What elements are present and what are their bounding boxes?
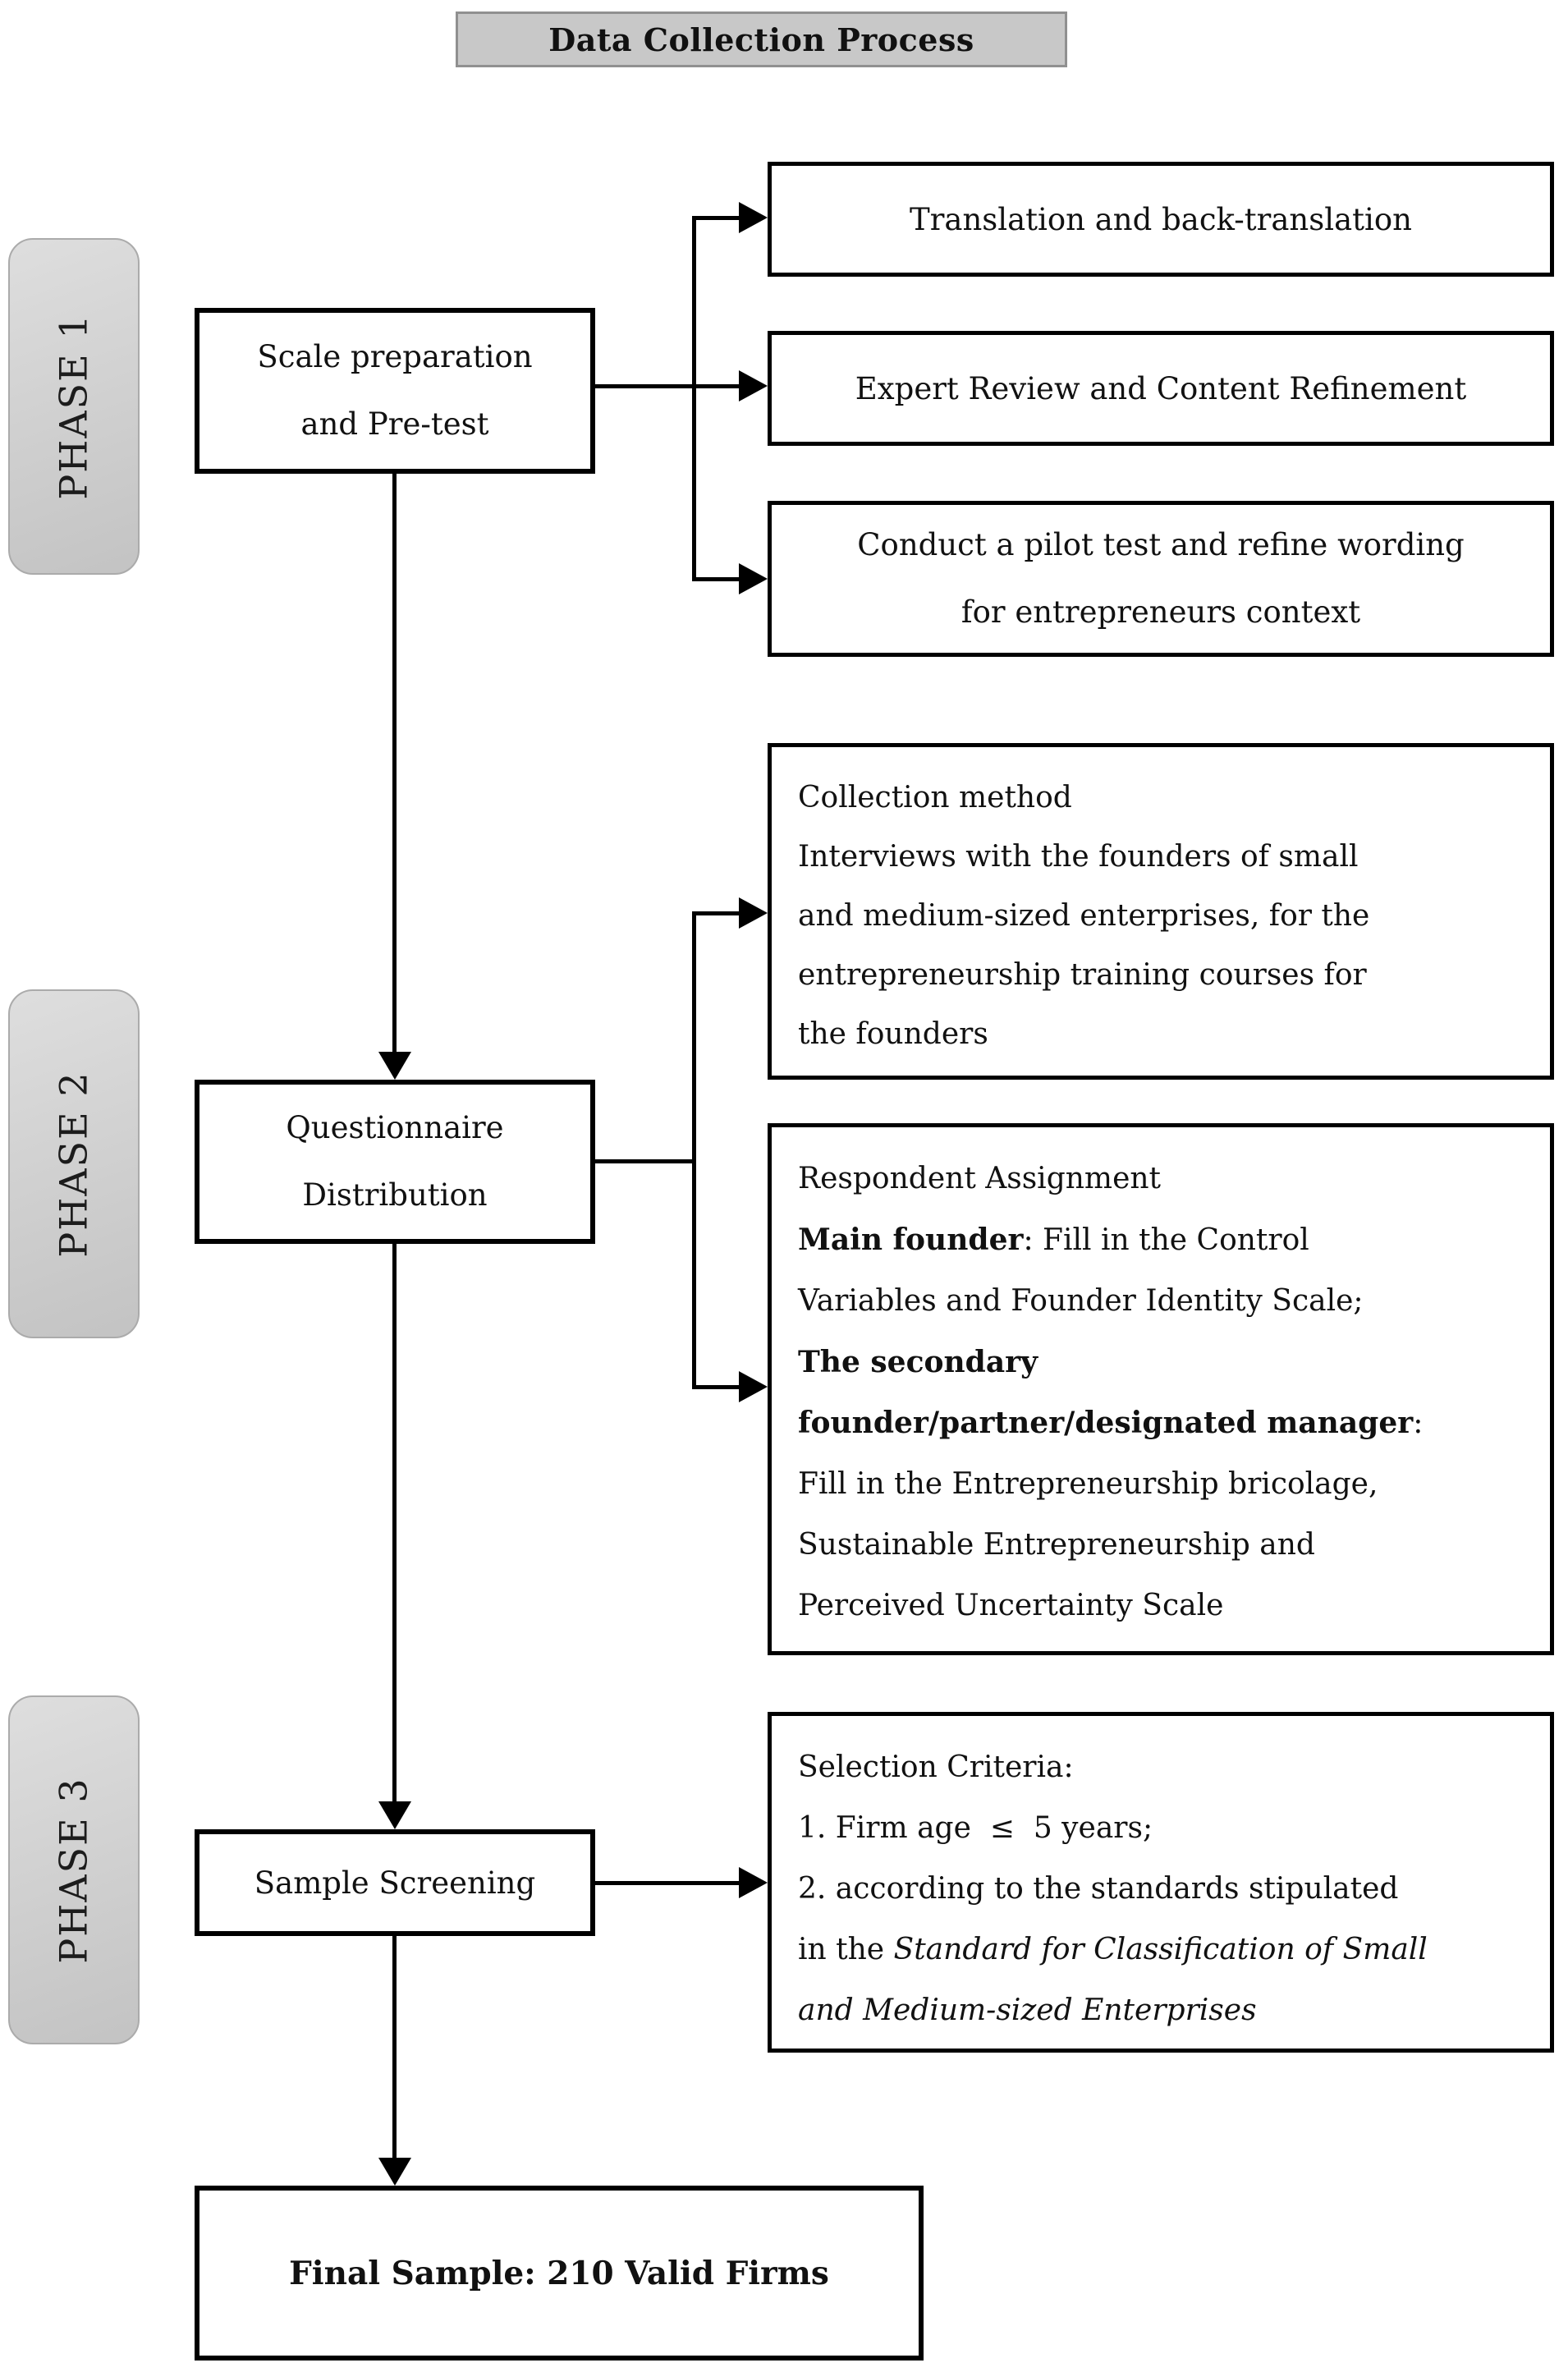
criteria-line5: and Medium-sized Enterprises <box>798 1993 1257 2027</box>
respondent-line5-bold: founder/partner/designated manager <box>798 1406 1414 1440</box>
collection-method-line3: and medium-sized enterprises, for the <box>798 899 1370 933</box>
node-scale-preparation-line2: and Pre-test <box>300 406 489 442</box>
node-final-sample-text: Final Sample: 210 Valid Firms <box>289 2254 829 2292</box>
node-final-sample <box>195 2186 924 2361</box>
node-sample-screening-text: Sample Screening <box>254 1865 536 1901</box>
criteria-line2: 1. Firm age ≤ 5 years; <box>798 1811 1153 1845</box>
criteria-line3: 2. according to the standards stipulated <box>798 1872 1399 1906</box>
respondent-line3: Variables and Founder Identity Scale; <box>798 1284 1364 1318</box>
respondent-line2 <box>798 1209 1525 1271</box>
node-respondent-assignment <box>768 1123 1554 1655</box>
node-pilot-test-line1: Conduct a pilot test and refine wording <box>857 527 1465 562</box>
criteria-line4-italic: Standard for Classification of Small <box>893 1933 1428 1966</box>
arrowhead-screening <box>378 1801 411 1829</box>
respondent-line2-rest: : Fill in the Control <box>1023 1223 1309 1257</box>
connector-to-expert <box>694 384 740 388</box>
criteria-line4-pre: in the <box>798 1933 894 1966</box>
arrowhead-to-criteria <box>739 1867 768 1898</box>
connector-phase1-branch <box>692 216 696 581</box>
connector-screening-to-criteria <box>595 1881 740 1885</box>
respondent-line8: Perceived Uncertainty Scale <box>798 1589 1224 1622</box>
respondent-line1: Respondent Assignment <box>798 1162 1162 1195</box>
collection-method-line5: the founders <box>798 1017 988 1051</box>
respondent-line4: The secondary <box>798 1345 1038 1379</box>
diagram-title-text: Data Collection Process <box>548 21 974 58</box>
node-translation-text: Translation and back-translation <box>910 201 1412 237</box>
arrowhead-to-collection <box>739 897 768 929</box>
node-questionnaire-distribution <box>195 1080 595 1244</box>
collection-method-line4: entrepreneurship training courses for <box>798 958 1367 992</box>
respondent-line6: Fill in the Entrepreneurship bricolage, <box>798 1467 1378 1501</box>
node-pilot-test-line2: for entrepreneurs context <box>961 594 1361 630</box>
collection-method-line1: Collection method <box>798 781 1072 814</box>
arrowhead-to-pilot <box>739 563 768 594</box>
node-questionnaire-line2: Distribution <box>302 1177 488 1213</box>
node-selection-criteria <box>768 1712 1554 2053</box>
connector-phase2-branch <box>692 911 696 1389</box>
connector-to-pilot <box>694 577 740 581</box>
connector-to-collection <box>694 911 740 915</box>
phase-1-pill <box>8 238 140 575</box>
node-scale-preparation-line1: Scale preparation <box>257 339 533 374</box>
arrowhead-to-translation <box>739 202 768 233</box>
arrowhead-to-respondent <box>739 1371 768 1402</box>
respondent-line5 <box>798 1392 1525 1454</box>
connector-scale-stub <box>595 384 695 388</box>
criteria-line1: Selection Criteria: <box>798 1750 1074 1784</box>
phase-3-label: PHASE 3 <box>52 1776 96 1964</box>
connector-questionnaire-to-screening <box>392 1244 397 1801</box>
node-questionnaire-line1: Questionnaire <box>286 1110 504 1145</box>
connector-scale-to-questionnaire <box>392 474 397 1055</box>
node-scale-preparation <box>195 308 595 474</box>
connector-questionnaire-stub <box>595 1159 695 1163</box>
criteria-line4 <box>798 1920 1525 1980</box>
connector-screening-to-final <box>392 1936 397 2158</box>
node-pilot-test <box>768 501 1554 657</box>
phase-3-pill <box>8 1695 140 2044</box>
respondent-line5-rest: : <box>1413 1406 1424 1440</box>
phase-1-label: PHASE 1 <box>52 313 96 500</box>
connector-to-translation <box>694 216 740 220</box>
node-translation-back-translation <box>768 162 1554 277</box>
node-collection-method <box>768 743 1554 1080</box>
respondent-line7: Sustainable Entrepreneurship and <box>798 1528 1315 1562</box>
phase-2-pill <box>8 989 140 1338</box>
node-sample-screening <box>195 1829 595 1936</box>
diagram-title <box>456 11 1067 67</box>
phase-2-label: PHASE 2 <box>52 1070 96 1258</box>
connector-to-respondent <box>694 1385 740 1389</box>
collection-method-line2: Interviews with the founders of small <box>798 840 1359 874</box>
arrowhead-to-expert <box>739 370 768 401</box>
node-expert-review <box>768 331 1554 446</box>
node-expert-review-text: Expert Review and Content Refinement <box>855 370 1467 406</box>
arrowhead-questionnaire <box>378 1052 411 1080</box>
arrowhead-final <box>378 2158 411 2186</box>
respondent-line2-bold: Main founder <box>798 1223 1024 1257</box>
